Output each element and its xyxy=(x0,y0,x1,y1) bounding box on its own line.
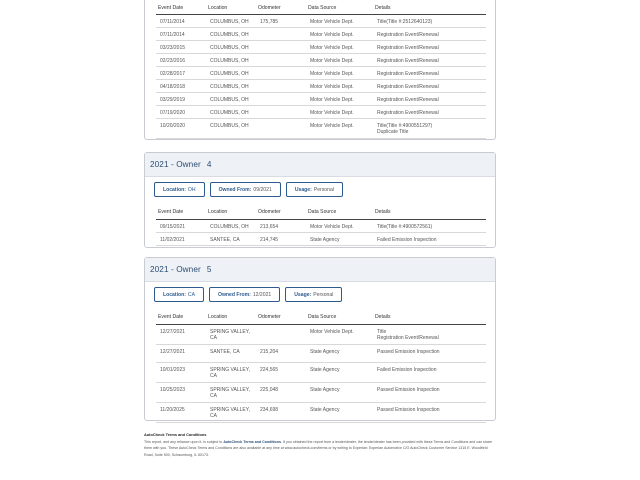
odometer-cell xyxy=(256,40,306,53)
event-date-cell: 02/28/2017 xyxy=(156,66,206,79)
owner-5-location-chip: Location: CA xyxy=(154,287,204,302)
col-location: Location xyxy=(206,206,256,219)
history-table-owner-5 xyxy=(156,311,486,423)
col-data-source: Data Source xyxy=(306,206,373,219)
data-source-cell: Motor Vehicle Dept. xyxy=(306,27,373,40)
details-cell: Title(Title #:4900551297) Duplicate Title xyxy=(373,118,486,138)
table-row xyxy=(156,79,486,92)
details-cell: Registration Event/Renewal xyxy=(373,79,486,92)
location-cell: COLUMBUS, OH xyxy=(206,53,256,66)
data-source-cell: Motor Vehicle Dept. xyxy=(306,324,373,344)
odometer-cell: 213,654 xyxy=(256,219,306,232)
data-source-cell: State Agency xyxy=(306,382,373,402)
location-cell: COLUMBUS, OH xyxy=(206,66,256,79)
table-row xyxy=(156,53,486,66)
history-table-owner-4 xyxy=(156,206,486,246)
terms-link[interactable]: AutoCheck Terms and Conditions xyxy=(223,439,281,444)
col-odometer: Odometer xyxy=(256,311,306,324)
odometer-cell xyxy=(256,53,306,66)
table-row xyxy=(156,27,486,40)
odometer-cell: 215,204 xyxy=(256,344,306,362)
owner-4-header xyxy=(145,153,495,177)
event-date-cell: 09/15/2021 xyxy=(156,219,206,232)
location-cell: SPRING VALLEY, CA xyxy=(206,402,256,422)
col-odometer: Odometer xyxy=(256,0,306,14)
details-cell: Registration Event/Renewal xyxy=(373,92,486,105)
details-cell: Title Registration Event/Renewal xyxy=(373,324,486,344)
data-source-cell: State Agency xyxy=(306,402,373,422)
odometer-cell xyxy=(256,66,306,79)
event-date-cell: 07/11/2014 xyxy=(156,27,206,40)
details-cell: Failed Emission Inspection xyxy=(373,362,486,382)
col-data-source: Data Source xyxy=(306,0,373,14)
col-details: Details xyxy=(373,206,486,219)
data-source-cell: Motor Vehicle Dept. xyxy=(306,118,373,138)
event-date-cell: 03/29/2019 xyxy=(156,92,206,105)
owner-5-card xyxy=(144,257,496,421)
table-row xyxy=(156,219,486,232)
odometer-cell xyxy=(256,79,306,92)
data-source-cell: State Agency xyxy=(306,232,373,245)
table-row xyxy=(156,105,486,118)
col-event-date: Event Date xyxy=(156,0,206,14)
col-event-date: Event Date xyxy=(156,206,206,219)
data-source-cell: Motor Vehicle Dept. xyxy=(306,105,373,118)
event-date-cell: 11/02/2021 xyxy=(156,232,206,245)
location-cell: COLUMBUS, OH xyxy=(206,79,256,92)
odometer-cell xyxy=(256,92,306,105)
event-date-cell: 04/18/2018 xyxy=(156,79,206,92)
event-date-cell: 11/20/2025 xyxy=(156,402,206,422)
col-event-date: Event Date xyxy=(156,311,206,324)
data-source-cell: State Agency xyxy=(306,362,373,382)
odometer-cell: 224,565 xyxy=(256,362,306,382)
table-row xyxy=(156,92,486,105)
event-date-cell: 02/23/2016 xyxy=(156,53,206,66)
odometer-cell: 175,785 xyxy=(256,14,306,27)
location-cell: COLUMBUS, OH xyxy=(206,219,256,232)
col-location: Location xyxy=(206,311,256,324)
col-details: Details xyxy=(373,311,486,324)
details-cell: Passed Emission Inspection xyxy=(373,402,486,422)
terms-heading: AutoCheck Terms and Conditions xyxy=(144,432,207,437)
data-source-cell: Motor Vehicle Dept. xyxy=(306,14,373,27)
location-cell: COLUMBUS, OH xyxy=(206,27,256,40)
data-source-cell: Motor Vehicle Dept. xyxy=(306,40,373,53)
terms-and-conditions xyxy=(144,432,496,458)
col-data-source: Data Source xyxy=(306,311,373,324)
owner-5-header xyxy=(145,258,495,282)
location-cell: SPRING VALLEY, CA xyxy=(206,382,256,402)
owner-4-owned-from-chip: Owned From: 09/2021 xyxy=(210,182,281,197)
data-source-cell: Motor Vehicle Dept. xyxy=(306,53,373,66)
owner-4-usage-chip: Usage: Personal xyxy=(286,182,343,197)
owner-4-title: 2021 - Owner 4 xyxy=(150,160,212,169)
location-cell: SPRING VALLEY, CA xyxy=(206,362,256,382)
table-row xyxy=(156,232,486,245)
table-row xyxy=(156,382,486,402)
odometer-cell: 225,048 xyxy=(256,382,306,402)
history-table-owner-3 xyxy=(156,0,486,139)
details-cell: Passed Emission Inspection xyxy=(373,344,486,362)
details-cell: Failed Emission Inspection xyxy=(373,232,486,245)
location-cell: COLUMBUS, OH xyxy=(206,14,256,27)
event-date-cell: 10/01/2023 xyxy=(156,362,206,382)
event-date-cell: 12/27/2021 xyxy=(156,344,206,362)
event-date-cell: 07/19/2020 xyxy=(156,105,206,118)
location-cell: COLUMBUS, OH xyxy=(206,40,256,53)
data-source-cell: Motor Vehicle Dept. xyxy=(306,79,373,92)
location-cell: SPRING VALLEY, CA xyxy=(206,324,256,344)
col-location: Location xyxy=(206,0,256,14)
table-row xyxy=(156,344,486,362)
details-cell: Registration Event/Renewal xyxy=(373,53,486,66)
odometer-cell: 214,745 xyxy=(256,232,306,245)
col-details: Details xyxy=(373,0,486,14)
table-row xyxy=(156,118,486,138)
owner-5-owned-from-chip: Owned From: 12/2021 xyxy=(209,287,280,302)
table-row xyxy=(156,14,486,27)
event-date-cell: 12/27/2021 xyxy=(156,324,206,344)
table-row xyxy=(156,66,486,79)
details-cell: Registration Event/Renewal xyxy=(373,66,486,79)
event-date-cell: 10/20/2020 xyxy=(156,118,206,138)
owner-5-title: 2021 - Owner 5 xyxy=(150,265,212,274)
location-cell: SANTEE, CA xyxy=(206,344,256,362)
table-row xyxy=(156,324,486,344)
table-row xyxy=(156,362,486,382)
data-source-cell: Motor Vehicle Dept. xyxy=(306,219,373,232)
odometer-cell xyxy=(256,27,306,40)
data-source-cell: Motor Vehicle Dept. xyxy=(306,92,373,105)
location-cell: COLUMBUS, OH xyxy=(206,105,256,118)
event-date-cell: 10/25/2023 xyxy=(156,382,206,402)
table-row xyxy=(156,402,486,422)
col-odometer: Odometer xyxy=(256,206,306,219)
odometer-cell xyxy=(256,105,306,118)
data-source-cell: State Agency xyxy=(306,344,373,362)
location-cell: SANTEE, CA xyxy=(206,232,256,245)
table-row xyxy=(156,40,486,53)
details-cell: Registration Event/Renewal xyxy=(373,40,486,53)
event-date-cell: 07/11/2014 xyxy=(156,14,206,27)
owner-3-history-card xyxy=(144,0,496,140)
owner-4-card xyxy=(144,152,496,248)
details-cell: Registration Event/Renewal xyxy=(373,27,486,40)
odometer-cell xyxy=(256,324,306,344)
details-cell: Title(Title #:4900572561) xyxy=(373,219,486,232)
owner-4-location-chip: Location: OH xyxy=(154,182,205,197)
event-date-cell: 03/23/2015 xyxy=(156,40,206,53)
odometer-cell: 234,698 xyxy=(256,402,306,422)
odometer-cell xyxy=(256,118,306,138)
location-cell: COLUMBUS, OH xyxy=(206,92,256,105)
details-cell: Passed Emission Inspection xyxy=(373,382,486,402)
terms-body: This report, and any reliance upon it, is subject to AutoCheck Terms and Conditions. If you obtained the report from a lender/dealer, the lender/dealer has been provided with these Terms and Conditions and can share them with you. These AutoCheck Terms and Conditions are also available at any time at www.autocheck.com/terms or by writing to Experian: Experian Automotive C/O AutoCheck Customer Service 1315 E. Woodfield Road, Suite 500, Schaumburg, IL 60173. xyxy=(144,439,493,457)
owner-5-usage-chip: Usage: Personal xyxy=(285,287,342,302)
details-cell: Title(Title #:2512640123) xyxy=(373,14,486,27)
details-cell: Registration Event/Renewal xyxy=(373,105,486,118)
data-source-cell: Motor Vehicle Dept. xyxy=(306,66,373,79)
location-cell: COLUMBUS, OH xyxy=(206,118,256,138)
